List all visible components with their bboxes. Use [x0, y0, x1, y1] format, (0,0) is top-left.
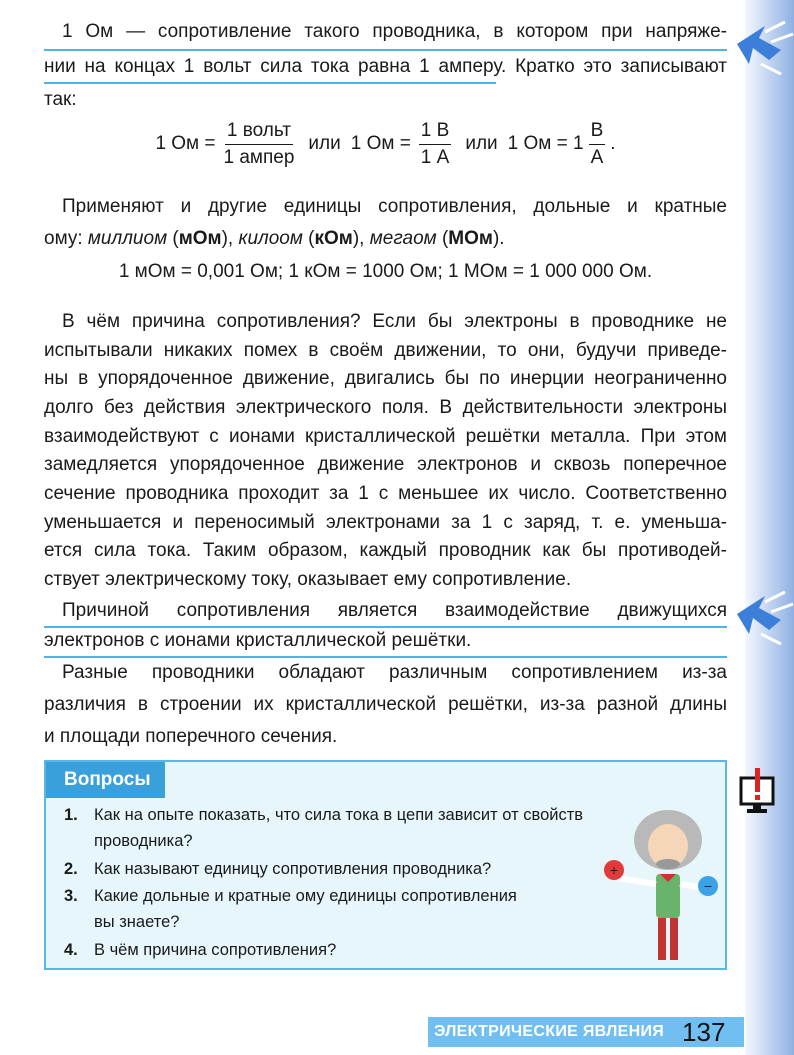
- text-line: долго без действия электрического поля. В действительности электроны: [44, 397, 727, 418]
- text-line: так:: [44, 89, 77, 110]
- text: ому:: [44, 228, 88, 249]
- fraction: [224, 118, 295, 171]
- question-text: вы знаете?: [94, 913, 180, 931]
- text-line: уменьшается и переносимый электронами за 1 с заряд, т. е. уменьша-: [44, 512, 727, 533]
- text-line: Причиной сопротивления является взаимодействие движущихся: [62, 600, 727, 621]
- question-item: [64, 802, 583, 854]
- question-item: [64, 937, 336, 963]
- denominator: 1 А: [420, 146, 450, 168]
- questions-title: Вопросы: [46, 762, 165, 798]
- numerator: 1 вольт: [225, 118, 293, 145]
- text-line: ствует электрическому току, оказывает ему сопротивление.: [44, 569, 572, 590]
- text-line: замедляется упорядоченное движение электронов и сквозь поперечное: [44, 454, 727, 475]
- text-line: сечение проводника проходит за 1 с меньшее их число. Соответственно: [44, 483, 727, 504]
- unit-equation: 1 мОм = 0,001 Ом; 1 кОм = 1000 Ом; 1 МОм = 1 000 000 Ом.: [118, 261, 653, 282]
- text-line: электронов с ионами кристаллической решётки.: [44, 630, 472, 651]
- text-line: нии на концах 1 вольт сила тока равна 1 амперу. Кратко это записывают: [44, 56, 727, 77]
- text-line: Разные проводники обладают различным сопротивлением из-за: [62, 662, 727, 683]
- highlight-rule: [44, 656, 727, 658]
- fraction: [419, 118, 452, 171]
- text-line: и площади поперечного сечения.: [44, 726, 338, 747]
- text-line: ется сила тока. Таким образом, каждый проводник как бы противодей-: [44, 540, 727, 561]
- formula-or: или: [308, 133, 341, 154]
- formula-lhs: 1 Ом =: [155, 133, 216, 154]
- text-line: В чём причина сопротивления? Если бы электроны в проводнике не: [62, 311, 727, 332]
- question-item: [64, 883, 517, 935]
- svg-text:−: −: [703, 878, 713, 894]
- question-text: В чём причина сопротивления?: [94, 941, 337, 959]
- text-line: ому: миллиом (мОм), килоом (кОм), мегаом (МОм).: [44, 228, 505, 249]
- question-text: Какие дольные и кратные ому единицы сопротивления: [94, 887, 517, 905]
- denominator: А: [590, 146, 604, 168]
- text-line: ны в упорядоченное движение, двигались бы по инерции неограниченно: [44, 368, 727, 389]
- text-line: 1 Ом — сопротивление такого проводника, в котором при напряже-: [62, 21, 727, 42]
- unit: мОм: [178, 228, 222, 249]
- formula-end: .: [610, 133, 616, 154]
- question-text: Как на опыте показать, что сила тока в цепи зависит от свойств: [94, 806, 584, 824]
- text-line: различия в строении их кристаллической решётки, из-за разной длины: [44, 694, 727, 715]
- unit: МОм: [448, 228, 493, 249]
- question-number: 2.: [64, 860, 78, 878]
- fraction: [589, 118, 606, 171]
- numerator: В: [589, 118, 606, 145]
- formula-or: или: [465, 133, 498, 154]
- highlight-rule: [44, 49, 727, 51]
- text-line: Применяют и другие единицы сопротивления, дольные и кратные: [62, 196, 727, 217]
- svg-text:+: +: [609, 862, 619, 878]
- text-line: взаимодействуют с ионами кристаллической решётки металла. При этом: [44, 426, 727, 447]
- highlight-rule: [44, 82, 496, 84]
- computer-alert-icon: [739, 768, 775, 816]
- question-text: проводника?: [94, 832, 193, 850]
- text-line: испытывали никаких помех в своём движении, то они, будучи приведе-: [44, 340, 727, 361]
- numerator: 1 В: [419, 118, 452, 145]
- unit: кОм: [314, 228, 353, 249]
- key-point-arrow-icon: [735, 590, 794, 646]
- question-text: Как называют единицу сопротивления проводника?: [94, 860, 492, 878]
- scientist-mascot-icon: [602, 800, 720, 970]
- question-number: 1.: [64, 806, 78, 824]
- term: мегаом: [369, 228, 437, 249]
- term: килоом: [238, 228, 303, 249]
- page-footer: [428, 1017, 744, 1047]
- side-strip: [745, 0, 794, 1055]
- questions-box: [44, 760, 727, 970]
- denominator: 1 ампер: [223, 146, 295, 168]
- formula-lhs: 1 Ом = 1: [507, 133, 584, 154]
- section-title: ЭЛЕКТРИЧЕСКИЕ ЯВЛЕНИЯ: [434, 1023, 665, 1040]
- question-number: 3.: [64, 887, 78, 905]
- question-number: 4.: [64, 941, 78, 959]
- key-point-arrow-icon: [735, 20, 794, 76]
- formula-lhs: 1 Ом =: [350, 133, 411, 154]
- question-item: [64, 856, 491, 882]
- ohm-formula: [44, 114, 727, 174]
- term: миллиом: [87, 228, 168, 249]
- page-number: 137: [682, 1016, 726, 1047]
